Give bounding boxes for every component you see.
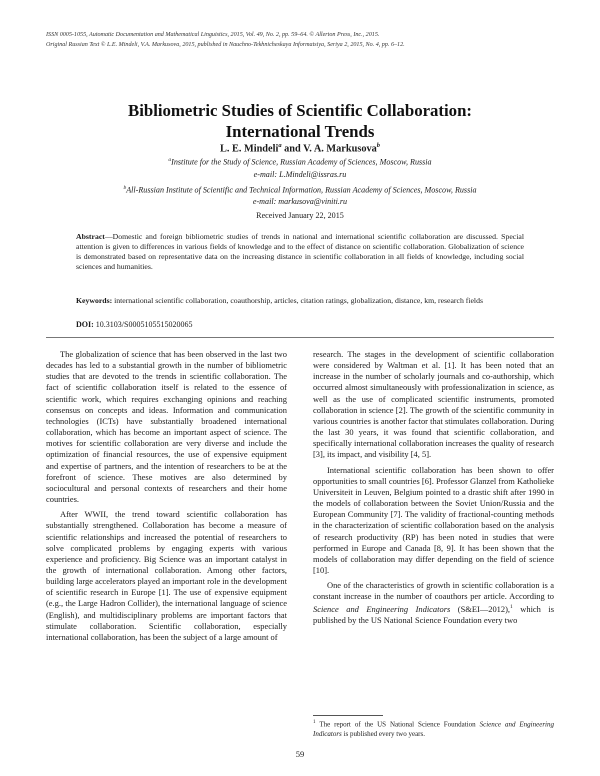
affiliation-b xyxy=(0,183,600,196)
affiliation-a xyxy=(0,155,600,168)
abstract xyxy=(76,232,524,272)
received-date: Received January 22, 2015 xyxy=(256,211,344,220)
author-2-name: V. A. Markusova xyxy=(303,143,377,155)
doi xyxy=(76,320,524,330)
author-2-affil-mark: b xyxy=(376,142,381,149)
body-paragraph: International scientific collaboration has been shown to offer opportunities to small countries [6]. Professor Glanzel from Katholieke Universiteit in Leuven, Belgium pointed to a drastic shift after 1990 in the models of collaboration between the Soviet Union/Russia and the European Community [7]. The validity of fractional-counting methods in the characterization of scientific collaboration based on the analysis of research productivity (RP) has been noted in studies that were performed in Europe and Canada [8, 9]. It has been shown that the models of collaboration may differ depending on the field of science [10]. xyxy=(313,464,554,575)
affiliation-b-text: All-Russian Institute of Scientific and Technical Information, Russian Academy of Sciences, Moscow, Russia xyxy=(126,185,477,195)
footnote-number: 1 xyxy=(313,720,316,725)
affiliation-a-email: e-mail: L.Mindeli@issras.ru xyxy=(253,170,347,179)
article-title xyxy=(0,100,600,142)
doi-value: 10.3103/S0005105515020065 xyxy=(93,320,193,329)
author-1-affil-mark: a xyxy=(278,142,282,149)
body-column-right xyxy=(313,349,554,631)
section-divider xyxy=(46,337,554,338)
affiliation-a-text: Institute for the Study of Science, Russian Academy of Sciences, Moscow, Russia xyxy=(171,157,432,167)
author-1-name: L. E. Mindeli xyxy=(219,143,279,155)
header-original-line: Original Russian Text © L.E. Mindeli, V.A. Markusova, 2015, published in Nauchno-Tekhnicheskaya Informatsiya, Seriya 2, 2015, No. 4, pp. 6–12. xyxy=(46,42,405,48)
abstract-text: —Domestic and foreign bibliometric studies of trends in national and international scientific collaboration are discussed. Special attention is given to differences in various fields of knowledge and to the effect of distance on scientific collaboration. Globalization of science is demonstrated based on representative data on the increasing distance in scientific collaboration in all fields of knowledge, including social sciences and humanities. xyxy=(76,232,524,271)
body-paragraph: research. The stages in the development of scientific collaboration were considered by Waltman et al. [1]. It has been noted that an increase in the number of scholarly journals and co-authorship, which occurred almost simultaneously with professionalization in science, as well as the use of complicated scientific instruments, promoted collaboration in science [2]. The growth of the scientific community in various countries is another factor that stimulates collaboration. During the last 30 years, it was found that scientific collaboration, and specifically international collaboration increases the quality of research [3], its impact, and visibility [4, 5]. xyxy=(313,349,554,460)
body-column-left xyxy=(46,349,287,647)
body-paragraph: After WWII, the trend toward scientific collaboration has substantially strengthened. Collaboration has become a measure of scientific relationships and increased the potential of researchers to solve complicated problems by engaging experts with various experience and proficiency. Big Science was an important catalyst in the growth of international collaboration. Among other factors, building large accelerators played an important role in the development of scientific research in Europe [1]. The use of expensive equipment (e.g., the Large Hadron Collider), the international language of science (English), and multidisciplinary problems are important factors that stimulate collaboration. Scientific collaboration, especially international collaboration, has been the subject of a large amount of xyxy=(46,509,287,642)
body-paragraph: The globalization of science that has been observed in the last two decades has led to a substantial growth in the number of bibliometric studies that are devoted to the trends in scientific collaboration. The fact of scientific collaboration itself is related to the essence of scientific work, which requires exchanging opinions and reaching consensus on concepts and ideas. Information and communication technologies (ICTs) have substantially broadened international collaboration, which has become an important aspect of science. The motives for scientific collaboration are very diverse and include the optimization of financial resources, the use of expensive equipment and expertise of partners, and the intention of researchers to be at the forefront of science. These motives are also determined by sociocultural and personal contexts of researchers and their home countries. xyxy=(46,349,287,505)
body-paragraph xyxy=(313,580,554,626)
abstract-label: Abstract xyxy=(76,232,105,241)
footnote-marker[interactable]: 1 xyxy=(510,604,513,611)
paragraph-text: which is published by the US National Science Foundation every two xyxy=(313,604,554,626)
title-line-1: Bibliometric Studies of Scientific Collaboration: xyxy=(128,101,472,120)
keywords-label: Keywords: xyxy=(76,296,113,305)
report-title: Science and Engineering Indicators xyxy=(313,604,451,615)
title-line-2: International Trends xyxy=(225,122,375,141)
paragraph-text: (S&EI—2012), xyxy=(450,604,511,615)
affiliation-b-email: e-mail: markusova@viniti.ru xyxy=(252,197,348,206)
footnote-divider xyxy=(313,715,383,716)
footnote xyxy=(313,718,554,739)
doi-label: DOI: xyxy=(76,320,94,329)
author-list xyxy=(0,139,600,156)
page-number: 59 xyxy=(295,749,305,759)
footnote-text: The report of the US National Science Foundation xyxy=(315,720,480,729)
header-issn-line: ISSN 0005-1055, Automatic Documentation and Mathematical Linguistics, 2015, Vol. 49, No. 2, pp. 59–64. © Allerton Press, Inc., 2015. xyxy=(46,32,380,38)
journal-header xyxy=(46,30,566,50)
footnote-text: is published every two years. xyxy=(341,729,425,738)
footnote-report-title: Science and Engineering Indicators xyxy=(313,720,555,738)
affiliation-b-mark: b xyxy=(123,185,127,191)
keywords-text: international scientific collaboration, coauthorship, articles, citation ratings, globalization, distance, km, research fields xyxy=(112,296,483,305)
paragraph-text: One of the characteristics of growth in scientific collaboration is a constant increase in the number of coauthors per article. According to xyxy=(313,580,554,602)
keywords xyxy=(76,296,524,306)
author-connector: and xyxy=(281,143,304,155)
affiliation-a-mark: a xyxy=(168,157,172,163)
